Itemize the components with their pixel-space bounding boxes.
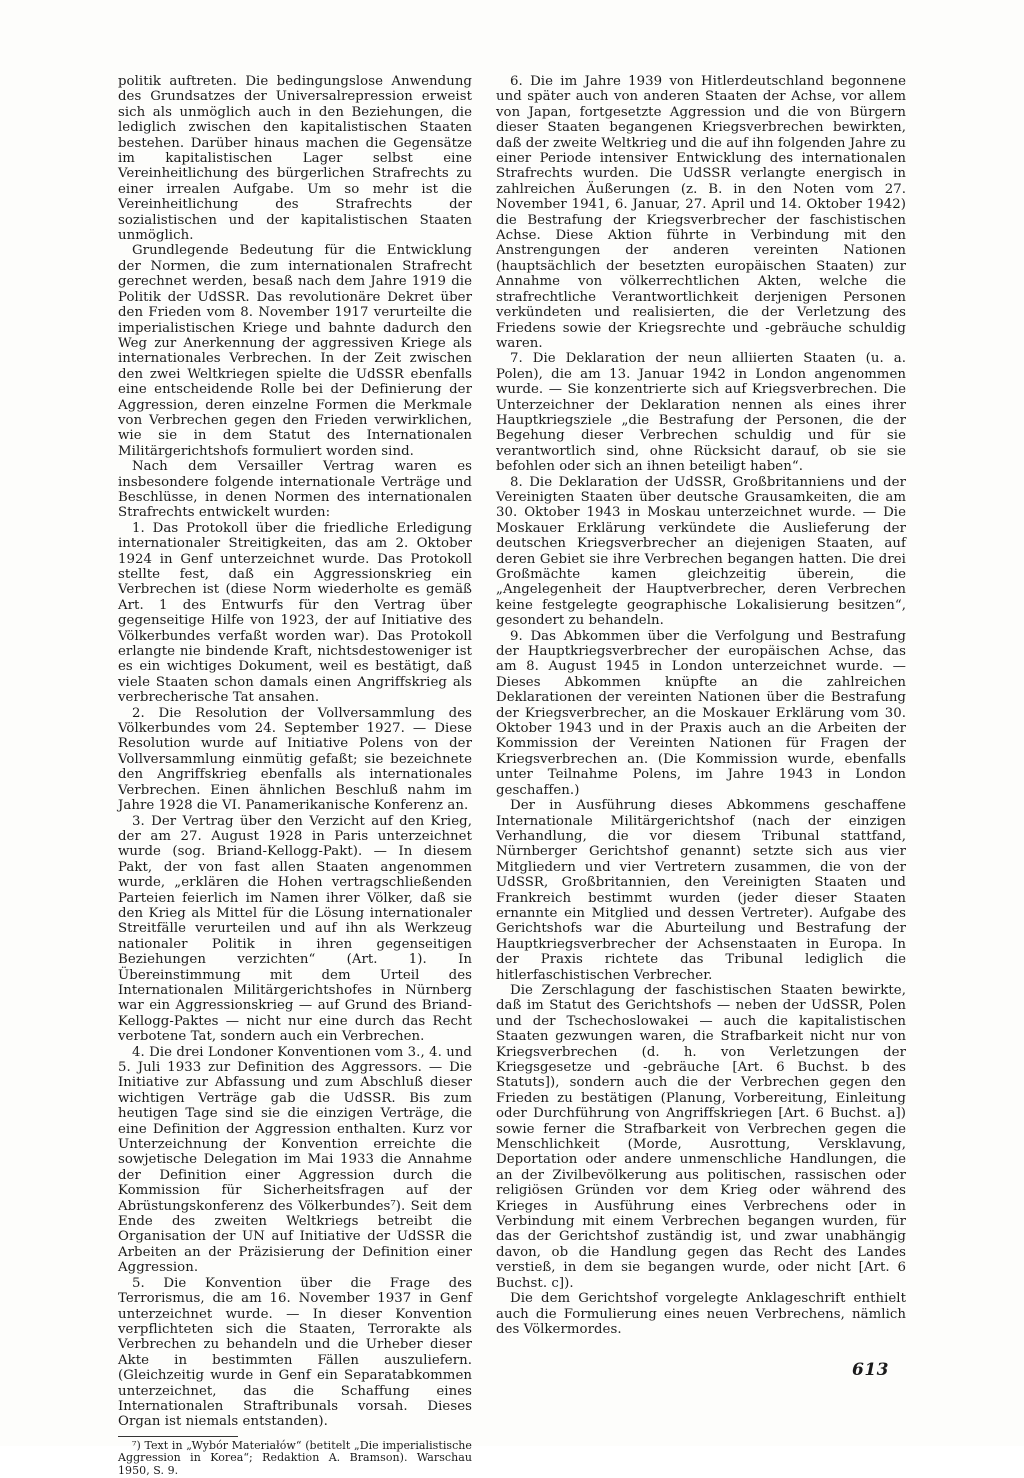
left-column <box>118 74 472 1478</box>
page-number: 613 <box>852 1360 889 1380</box>
right-column <box>496 74 906 1337</box>
paragraph: Der in Ausführung dieses Abkommens geschaffene Internationale Militärgerichtshof (nach der einzigen Verhandlung, die vor diesem Tribunal stattfand, Nürnberger Gerichtshof genannt) setzte sich aus vier Mitgliedern und vier Vertretern zusammen, die von der UdSSR, Großbritannien, den Vereinigten Staaten und Frankreich bestimmt wurden (jeder dieser Staaten ernannte ein Mitglied und dessen Vertreter). Aufgabe des Gerichtshofs war die Aburteilung und Bestrafung der Hauptkriegsverbrecher der Achsenstaaten in Europa. In der Praxis richtete das Tribunal lediglich die hitlerfaschistischen Verbrecher. <box>496 798 906 983</box>
paragraph: Die Zerschlagung der faschistischen Staaten bewirkte, daß im Statut des Gerichtshofs — neben der UdSSR, Polen und der Tschechoslowakei — auch die kapitalistischen Staaten gezwungen waren, die Strafbarkeit nicht nur von Kriegsverbrechen (d. h. von Verletzungen der Kriegsgesetze und -gebräuche [Art. 6 Buchst. b des Statuts]), sondern auch die der Verbrechen gegen den Frieden zu bestätigen (Planung, Vorbereitung, Einleitung oder Durchführung von Angriffskriegen [Art. 6 Buchst. a]) sowie ferner die Strafbarkeit von Verbrechen gegen die Menschlichkeit (Morde, Ausrottung, Versklavung, Deportation oder andere unmenschliche Handlungen, die an der Zivilbevölkerung aus politischen, rassischen oder religiösen Gründen vor dem Krieg oder während des Krieges in Ausführung eines Verbrechens oder in Verbindung mit einem Verbrechen begangen wurden, für das der Gerichtshof zuständig ist, und zwar unabhängig davon, ob die Handlung gegen das Recht des Landes verstieß, in dem sie begangen wurde, oder nicht [Art. 6 Buchst. c]). <box>496 982 906 1291</box>
paragraph: Grundlegende Bedeutung für die Entwicklung der Normen, die zum internationalen Strafrecht gerechnet werden, besaß nach dem Jahre 1919 die Politik der UdSSR. Das revolutionäre Dekret über den Frieden vom 8. November 1917 verurteilte die imperialistischen Kriege und bahnte dadurch den Weg zur Anerkennung der aggressiven Kriege als internationales Verbrechen. In der Zeit zwischen den zwei Weltkriegen spielte die UdSSR ebenfalls eine entscheidende Rolle bei der Definierung der Aggression, deren einzelne Formen die Merkmale von Verbrechen gegen den Frieden verwirklichen, wie sie in dem Statut des Internationalen Militärgerichtshofs formuliert worden sind. <box>118 243 472 459</box>
paragraph: politik auftreten. Die bedingungslose Anwendung des Grundsatzes der Universalrepression erweist sich als unmöglich auch in den Beziehungen, die lediglich zwischen den kapitalistischen Staaten bestehen. Darüber hinaus machen die Gegensätze im kapitalistischen Lager selbst eine Vereinheitlichung des bürgerlichen Strafrechts zu einer irrealen Aufgabe. Um so mehr ist die Vereinheitlichung des Strafrechts der sozialistischen und der kapitalistischen Staaten unmöglich. <box>118 74 472 244</box>
paragraph: 3. Der Vertrag über den Verzicht auf den Krieg, der am 27. August 1928 in Paris unterzeichnet wurde (sog. Briand-Kellogg-Pakt). — In diesem Pakt, der von fast allen Staaten angenommen wurde, „erklären die Hohen vertragschließenden Parteien feierlich im Namen ihrer Völker, daß sie den Krieg als Mittel für die Lösung internationaler Streitfälle verurteilen und auf ihn als Werkzeug nationaler Politik in ihren gegenseitigen Beziehungen verzichten“ (Art. 1). In Übereinstimmung mit dem Urteil des Internationalen Militärgerichtshofes in Nürnberg war ein Aggressionskrieg — auf Grund des Briand-Kellogg-Paktes — nicht nur eine durch das Recht verbotene Tat, sondern auch ein Verbrechen. <box>118 813 472 1045</box>
paragraph: Die dem Gerichtshof vorgelegte Anklageschrift enthielt auch die Formulierung eines neuen Verbrechens, nämlich des Völkermordes. <box>496 1291 906 1337</box>
paragraph: 8. Die Deklaration der UdSSR, Großbritanniens und der Vereinigten Staaten über deutsche Grausamkeiten, die am 30. Oktober 1943 in Moskau unterzeichnet wurde. — Die Moskauer Erklärung verkündete die Auslieferung der deutschen Kriegsverbrecher an diejenigen Staaten, auf deren Gebiet sie ihre Verbrechen begangen hatten. Die drei Großmächte kamen gleichzeitig überein, die „Angelegenheit der Hauptverbrecher, deren Verbrechen keine festgelegte geographische Lokalisierung besitzen“, gesondert zu behandeln. <box>496 474 906 629</box>
footnote-divider <box>118 1436 238 1437</box>
paragraph: 9. Das Abkommen über die Verfolgung und Bestrafung der Hauptkriegsverbrecher der europäischen Achse, das am 8. August 1945 in London unterzeichnet wurde. — Dieses Abkommen knüpfte an die zahlreichen Deklarationen der vereinten Nationen über die Bestrafung der Kriegsverbrecher, an die Moskauer Erklärung vom 30. Oktober 1943 und in der Praxis auch an die Arbeiten der Kommission der Vereinten Nationen für Fragen der Kriegsverbrechen an. (Die Kommission wurde, ebenfalls unter Teilnahme Polens, im Jahre 1943 in London geschaffen.) <box>496 628 906 798</box>
footnote: ⁷) Text in „Wybór Materiałów“ (betitelt „Die imperialistische Aggression in Korea“; Redaktion A. Bramson). Warschau 1950, S. 9. <box>118 1438 472 1477</box>
paragraph: 6. Die im Jahre 1939 von Hitlerdeutschland begonnene und später auch von anderen Staaten der Achse, vor allem von Japan, fortgesetzte Aggression und die von Bürgern dieser Staaten begangenen Kriegsverbrechen bewirkten, daß der zweite Weltkrieg und die auf ihn folgenden Jahre zu einer Periode intensiver Entwicklung des internationalen Strafrechts wurden. Die UdSSR verlangte energisch in zahlreichen Äußerungen (z. B. in den Noten vom 27. November 1941, 6. Januar, 27. April und 14. Oktober 1942) die Bestrafung der Kriegsverbrecher der faschistischen Achse. Diese Aktion führte in Verbindung mit den Anstrengungen der anderen vereinten Nationen (hauptsächlich der besetzten europäischen Staaten) zur Annahme von völkerrechtlichen Akten, welche die strafrechtliche Verantwortlichkeit derjenigen Personen verkündeten und realisierten, die der Verletzung des Friedens sowie der Kriegsrechte und -gebräuche schuldig waren. <box>496 74 906 351</box>
paragraph: 4. Die drei Londoner Konventionen vom 3., 4. und 5. Juli 1933 zur Definition des Aggressors. — Die Initiative zur Abfassung und zum Abschluß dieser wichtigen Verträge gab die UdSSR. Bis zum heutigen Tage sind sie die einzigen Verträge, die eine Definition der Aggression enthalten. Kurz vor Unterzeichnung der Konvention erreichte die sowjetische Delegation im Mai 1933 die Annahme der Definition einer Aggression durch die Kommission für Sicherheitsfragen auf der Abrüstungskonferenz des Völkerbundes⁷). Seit dem Ende des zweiten Weltkriegs betreibt die Organisation der UN auf Initiative der UdSSR die Arbeiten an der Präzisierung der Definition einer Aggression. <box>118 1044 472 1276</box>
paragraph: 5. Die Konvention über die Frage des Terrorismus, die am 16. November 1937 in Genf unterzeichnet wurde. — In dieser Konvention verpflichteten sich die Staaten, Terrorakte als Verbrechen zu behandeln und die Urheber dieser Akte in bestimmten Fällen auszuliefern. (Gleichzeitig wurde in Genf ein Separatabkommen unterzeichnet, das die Schaffung eines Internationalen Straftribunals vorsah. Dieses Organ ist niemals entstanden). <box>118 1275 472 1430</box>
paragraph: 2. Die Resolution der Vollversammlung des Völkerbundes vom 24. September 1927. — Diese Resolution wurde auf Initiative Polens von der Vollversammlung einmütig gefaßt; sie bezeichnete den Angriffskrieg ebenfalls als internationales Verbrechen. Einen ähnlichen Beschluß nahm im Jahre 1928 die VI. Panamerikanische Konferenz an. <box>118 705 472 814</box>
paragraph: Nach dem Versailler Vertrag waren es insbesondere folgende internationale Verträge und Beschlüsse, in denen Normen des internationalen Strafrechts entwickelt wurden: <box>118 459 472 521</box>
paragraph: 7. Die Deklaration der neun alliierten Staaten (u. a. Polen), die am 13. Januar 1942 in London angenommen wurde. — Sie konzentrierte sich auf Kriegsverbrechen. Die Unterzeichner der Deklaration nennen als eines ihrer Hauptkriegsziele „die Bestrafung der Personen, die der Begehung dieser Verbrechen schuldig und für sie verantwortlich sind, ohne Rücksicht darauf, ob sie sie befohlen oder sich an ihnen beteiligt haben“. <box>496 351 906 475</box>
paragraph: 1. Das Protokoll über die friedliche Erledigung internationaler Streitigkeiten, das am 2. Oktober 1924 in Genf unterzeichnet wurde. Das Protokoll stellte fest, daß ein Aggressionskrieg ein Verbrechen ist (diese Norm wiederholte es gemäß Art. 1 des Entwurfs für den Vertrag über gegenseitige Hilfe von 1923, der auf Initiative des Völkerbundes verfaßt worden war). Das Protokoll erlangte nie bindende Kraft, nichtsdestoweniger ist es ein wichtiges Dokument, weil es bestätigt, daß viele Staaten schon damals einen Angriffskrieg als verbrecherische Tat ansahen. <box>118 520 472 706</box>
